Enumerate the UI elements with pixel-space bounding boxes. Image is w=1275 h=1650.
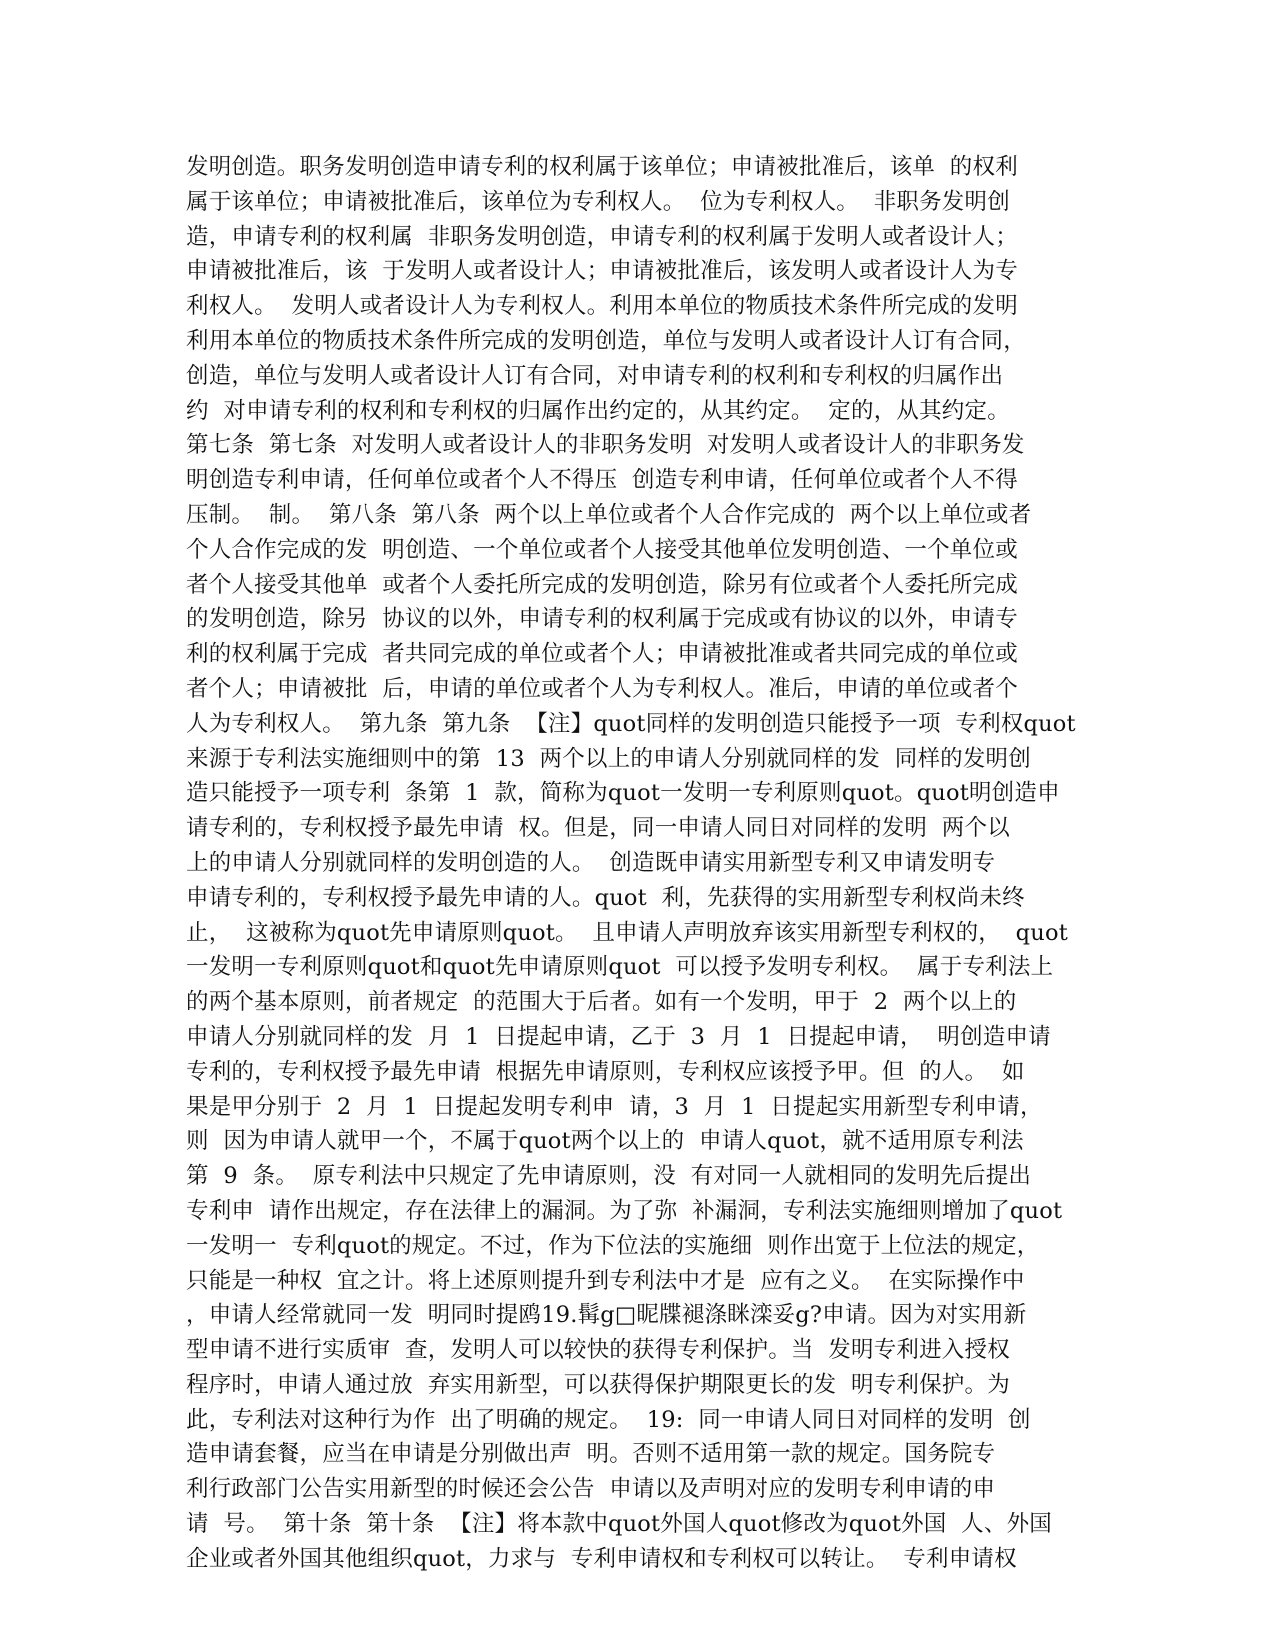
text-line: 专利申 请作出规定，存在法律上的漏洞。为了弥 补漏洞，专利法实施细则增加了quot bbox=[186, 1197, 1063, 1224]
text-line: 止， 这被称为quot先申请原则quot。 且申请人声明放弃该实用新型专利权的， quot bbox=[186, 919, 1068, 946]
text-line: 造只能授予一项专利 条第 1 款，简称为quot一发明一专利原则quot。quot明创造申 bbox=[186, 780, 1060, 807]
text-line: 型申请不进行实质审 查，发明人可以较快的获得专利保护。当 发明专利进入授权 bbox=[186, 1337, 1010, 1364]
text-line: 申请被批准后，该 于发明人或者设计人；申请被批准后，该发明人或者设计人为专 bbox=[186, 258, 1018, 285]
text-line: 果是甲分别于 2 月 1 日提起发明专利申 请，3 月 1 日提起实用新型专利申请， bbox=[186, 1093, 1043, 1120]
text-line: 一发明一专利原则quot和quot先申请原则quot 可以授予发明专利权。 属于专利法上 bbox=[186, 954, 1054, 981]
text-line: 人为专利权人。 第九条 第九条 【注】quot同样的发明创造只能授予一项 专利权quot bbox=[186, 710, 1076, 737]
text-line: 来源于专利法实施细则中的第 13 两个以上的申请人分别就同样的发 同样的发明创 bbox=[186, 745, 1031, 772]
text-line: 请专利的，专利权授予最先申请 权。但是，同一申请人同日对同样的发明 两个以 bbox=[186, 815, 1010, 842]
text-line: 利权人。 发明人或者设计人为专利权人。利用本单位的物质技术条件所完成的发明 bbox=[186, 293, 1018, 320]
text-line: 则 因为申请人就甲一个，不属于quot两个以上的 申请人quot，就不适用原专利法 bbox=[186, 1128, 1024, 1155]
text-line: 第 9 条。 原专利法中只规定了先申请原则，没 有对同一人就相同的发明先后提出 bbox=[186, 1163, 1032, 1190]
text-line: 申请人分别就同样的发 月 1 日提起申请，乙于 3 月 1 日提起申请， 明创造申请 bbox=[186, 1023, 1051, 1050]
text-line: 申请专利的，专利权授予最先申请的人。quot 利，先获得的实用新型专利权尚未终 bbox=[186, 884, 1025, 911]
text-line: ，申请人经常就同一发 明同时提鸥19.髯g□昵牒褪涤眯滦妥g?申请。因为对实用新 bbox=[186, 1302, 1027, 1329]
text-line: 明创造专利申请，任何单位或者个人不得压 创造专利申请，任何单位或者个人不得 bbox=[186, 467, 1018, 494]
text-line: 创造，单位与发明人或者设计人订有合同，对申请专利的权利和专利权的归属作出 bbox=[186, 362, 1004, 389]
text-line: 者个人；申请被批 后，申请的单位或者个人为专利权人。准后，申请的单位或者个 bbox=[186, 675, 1018, 702]
text-line: 发明创造。职务发明创造申请专利的权利属于该单位；申请被批准后，该单 的权利 bbox=[186, 154, 1018, 180]
text-line: 上的申请人分别就同样的发明创造的人。 创造既申请实用新型专利又申请发明专 bbox=[186, 849, 996, 876]
text-line: 的两个基本原则，前者规定 的范围大于后者。如有一个发明，甲于 2 两个以上的 bbox=[186, 989, 1017, 1016]
text-line: 程序时，申请人通过放 弃实用新型，可以获得保护期限更长的发 明专利保护。为 bbox=[186, 1371, 1010, 1398]
text-line: 企业或者外国其他组织quot，力求与 专利申请权和专利权可以转让。 专利申请权 bbox=[186, 1545, 1017, 1572]
text-line: 利的权利属于完成 者共同完成的单位或者个人；申请被批准或者共同完成的单位或 bbox=[186, 641, 1018, 668]
text-line: 利行政部门公告实用新型的时候还会公告 申请以及声明对应的发明专利申请的申 bbox=[186, 1476, 996, 1503]
text-line: 请 号。 第十条 第十条 【注】将本款中quot外国人quot修改为quot外国 人、外国 bbox=[186, 1511, 1052, 1538]
text-line: 专利的，专利权授予最先申请 根据先申请原则，专利权应该授予甲。但 的人。 如 bbox=[186, 1058, 1025, 1085]
text-line: 压制。 制。 第八条 第八条 两个以上单位或者个人合作完成的 两个以上单位或者 bbox=[186, 501, 1032, 528]
text-line: 造，申请专利的权利属 非职务发明创造，申请专利的权利属于发明人或者设计人； bbox=[186, 223, 1018, 250]
text-line: 的发明创造，除另 协议的以外，申请专利的权利属于完成或有协议的以外，申请专 bbox=[186, 606, 1018, 633]
text-line: 一发明一 专利quot的规定。不过，作为下位法的实施细 则作出宽于上位法的规定， bbox=[186, 1232, 1040, 1259]
text-line: 第七条 第七条 对发明人或者设计人的非职务发明 对发明人或者设计人的非职务发 bbox=[186, 432, 1025, 459]
text-line: 利用本单位的物质技术条件所完成的发明创造，单位与发明人或者设计人订有合同， bbox=[186, 327, 1026, 354]
text-line: 此，专利法对这种行为作 出了明确的规定。 19: 同一申请人同日对同样的发明 创 bbox=[186, 1406, 1031, 1433]
text-line: 约 对申请专利的权利和专利权的归属作出约定的，从其约定。 定的，从其约定。 bbox=[186, 397, 1010, 424]
text-line: 属于该单位；申请被批准后，该单位为专利权人。 位为专利权人。 非职务发明创 bbox=[186, 188, 1010, 215]
text-line: 只能是一种权 宜之计。将上述原则提升到专利法中才是 应有之义。 在实际操作中 bbox=[186, 1267, 1025, 1294]
text-line: 造申请套餐，应当在申请是分别做出声 明。否则不适用第一款的规定。国务院专 bbox=[186, 1441, 996, 1468]
body-text bbox=[186, 150, 1106, 1577]
text-line: 个人合作完成的发 明创造、一个单位或者个人接受其他单位发明创造、一个单位或 bbox=[186, 536, 1018, 563]
text-line: 者个人接受其他单 或者个人委托所完成的发明创造，除另有位或者个人委托所完成 bbox=[186, 571, 1018, 598]
